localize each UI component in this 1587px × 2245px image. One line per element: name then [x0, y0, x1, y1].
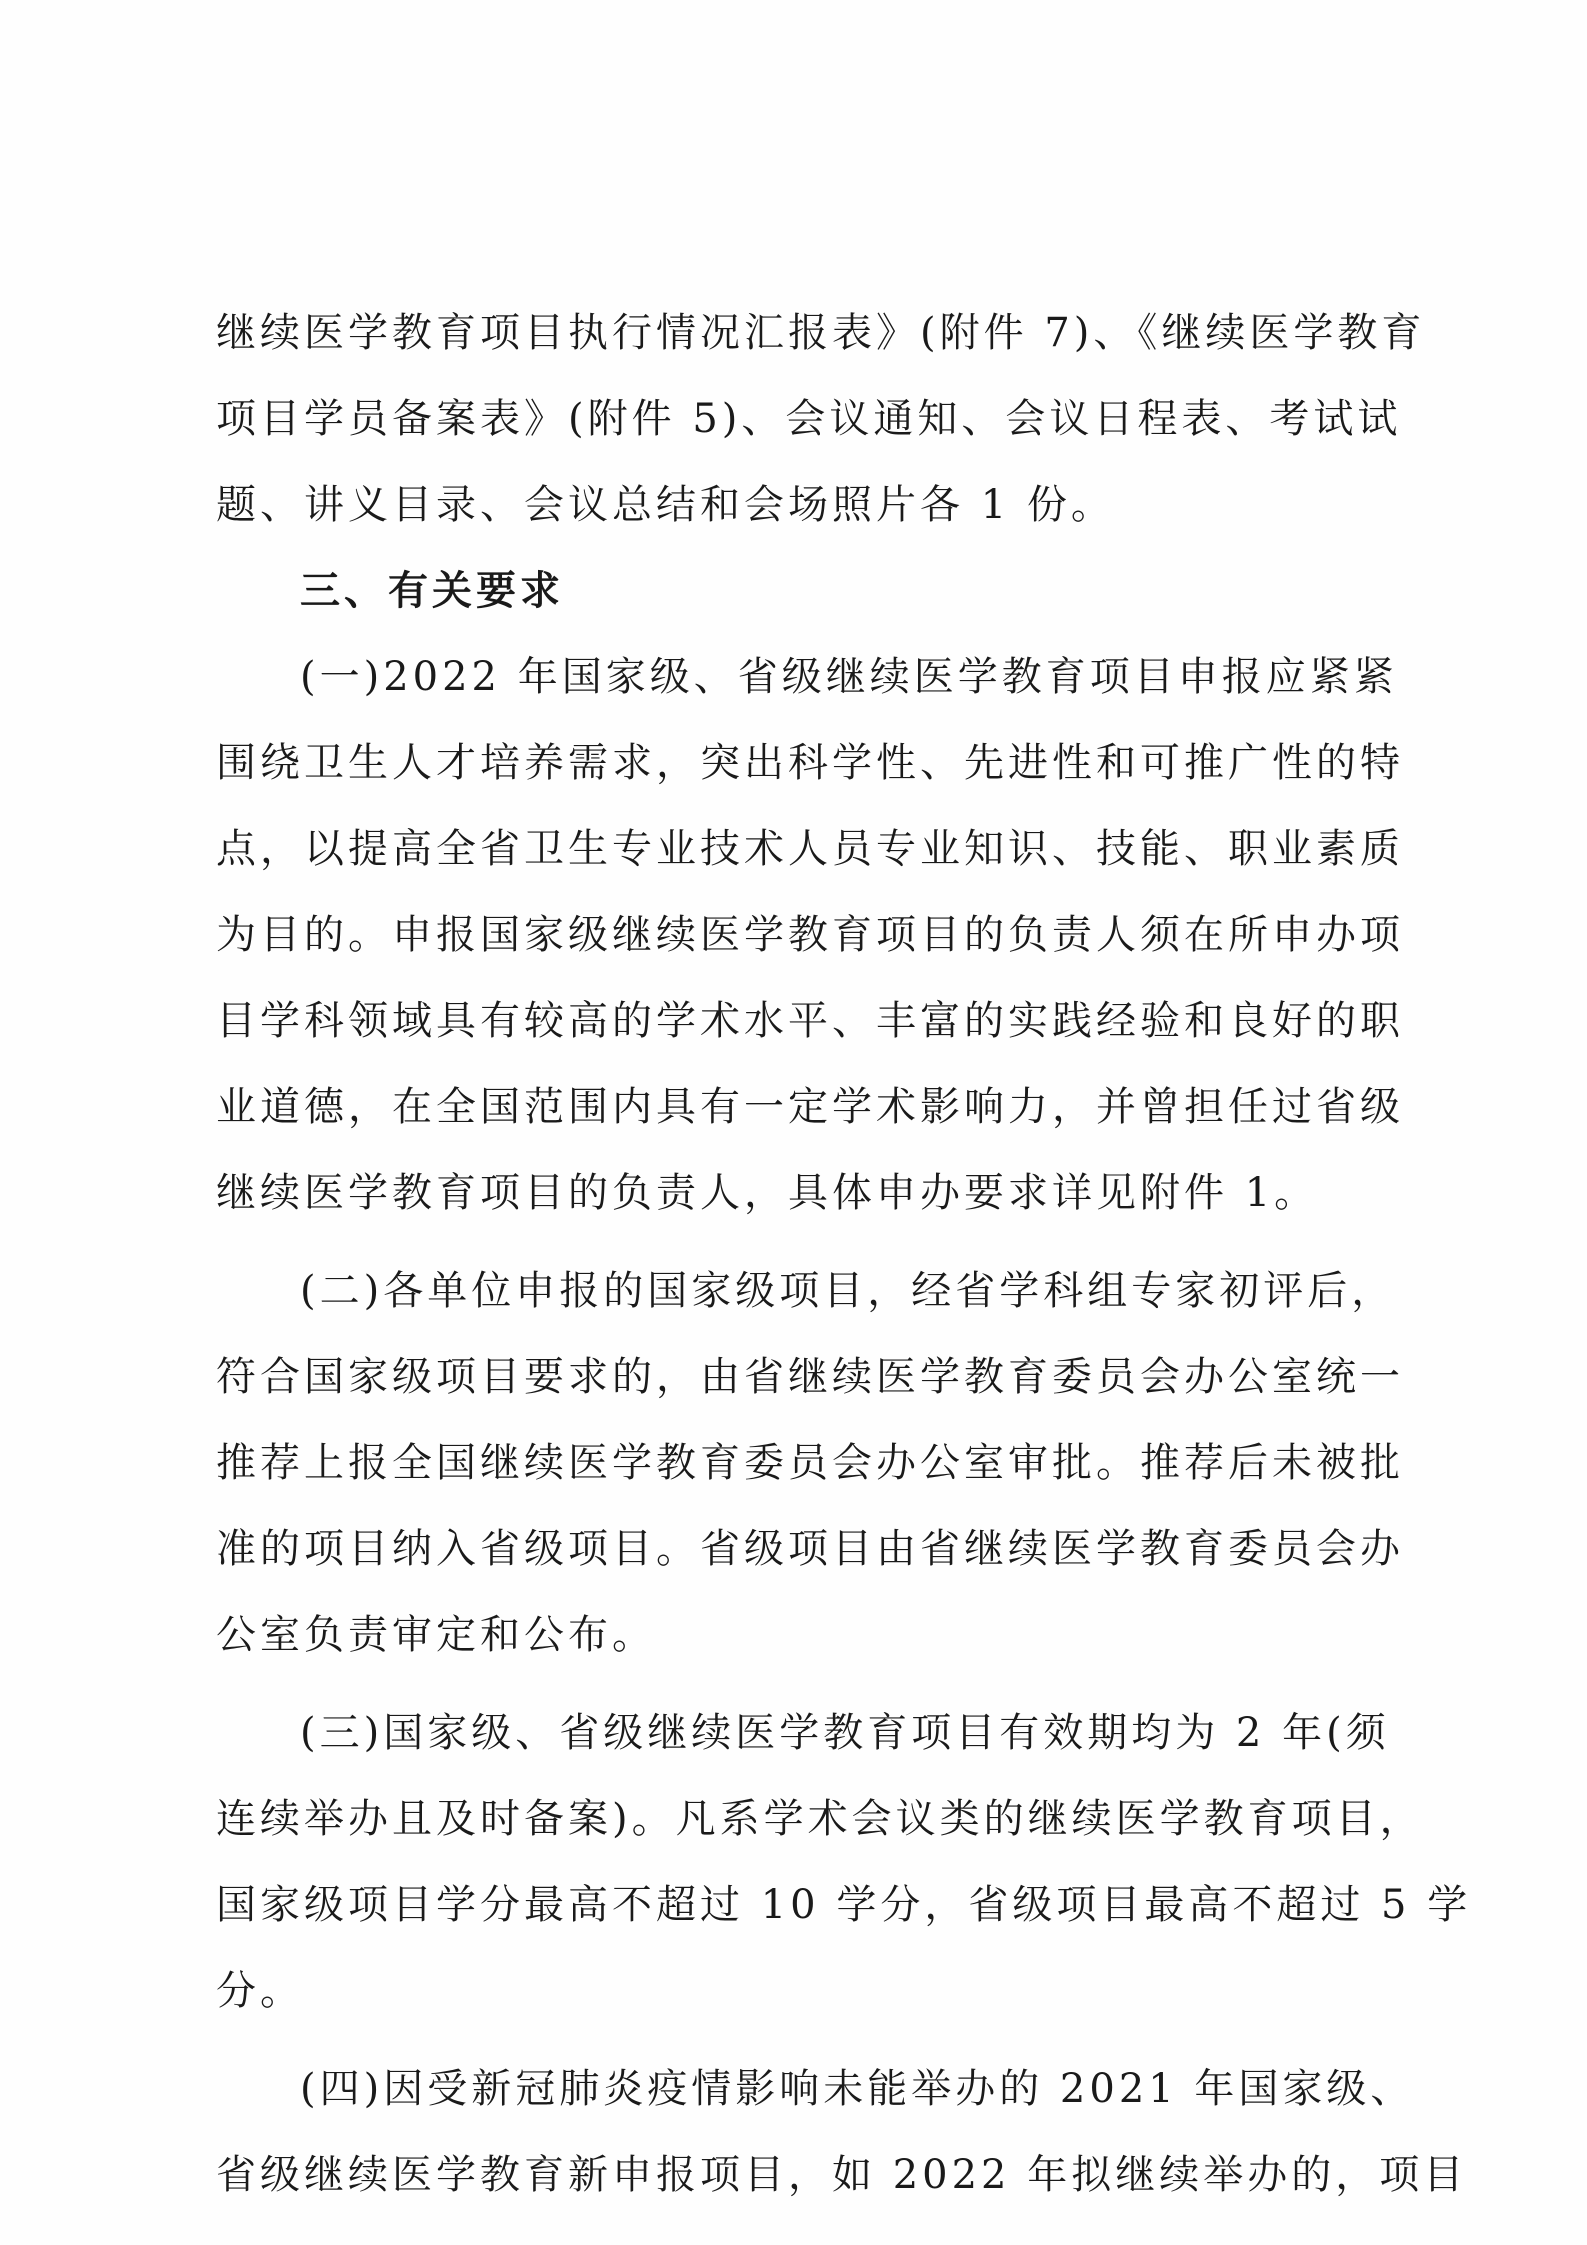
text-line: 连续举办且及时备案)。凡系学术会议类的继续医学教育项目， — [216, 1796, 1424, 1842]
text-line: 推荐上报全国继续医学教育委员会办公室审批。推荐后未被批 — [216, 1440, 1404, 1486]
text-line: 项目学员备案表》(附件 5)、会议通知、会议日程表、考试试 — [216, 396, 1402, 442]
text-line: (四)因受新冠肺炎疫情影响未能举办的 2021 年国家级、 — [300, 2066, 1415, 2112]
text-line: 目学科领域具有较高的学术水平、丰富的实践经验和良好的职 — [216, 998, 1404, 1044]
text-line: 准的项目纳入省级项目。省级项目由省继续医学教育委员会办 — [216, 1526, 1404, 1572]
text-line: 继续医学教育项目执行情况汇报表》(附件 7)、《继续医学教育 — [216, 310, 1426, 356]
text-line: (三)国家级、省级继续医学教育项目有效期均为 2 年(须 — [300, 1710, 1390, 1756]
text-line: (一)2022 年国家级、省级继续医学教育项目申报应紧紧 — [300, 654, 1398, 700]
section-heading: 三、有关要求 — [300, 568, 564, 614]
text-line: 业道德，在全国范围内具有一定学术影响力，并曾担任过省级 — [216, 1084, 1404, 1130]
text-line: (二)各单位申报的国家级项目，经省学科组专家初评后， — [300, 1268, 1396, 1314]
text-line: 分。 — [216, 1968, 304, 2014]
text-line: 点，以提高全省卫生专业技术人员专业知识、技能、职业素质 — [216, 826, 1404, 872]
text-line: 为目的。申报国家级继续医学教育项目的负责人须在所申办项 — [216, 912, 1404, 958]
text-line: 国家级项目学分最高不超过 10 学分，省级项目最高不超过 5 学 — [216, 1882, 1472, 1928]
text-line: 继续医学教育项目的负责人，具体申办要求详见附件 1。 — [216, 1170, 1319, 1216]
text-line: 题、讲义目录、会议总结和会场照片各 1 份。 — [216, 482, 1115, 528]
text-line: 公室负责审定和公布。 — [216, 1612, 656, 1658]
text-line: 省级继续医学教育新申报项目，如 2022 年拟继续举办的，项目 — [216, 2152, 1468, 2198]
text-line: 围绕卫生人才培养需求，突出科学性、先进性和可推广性的特 — [216, 740, 1404, 786]
document-body — [216, 290, 1472, 2218]
text-line: 符合国家级项目要求的，由省继续医学教育委员会办公室统一 — [216, 1354, 1404, 1400]
